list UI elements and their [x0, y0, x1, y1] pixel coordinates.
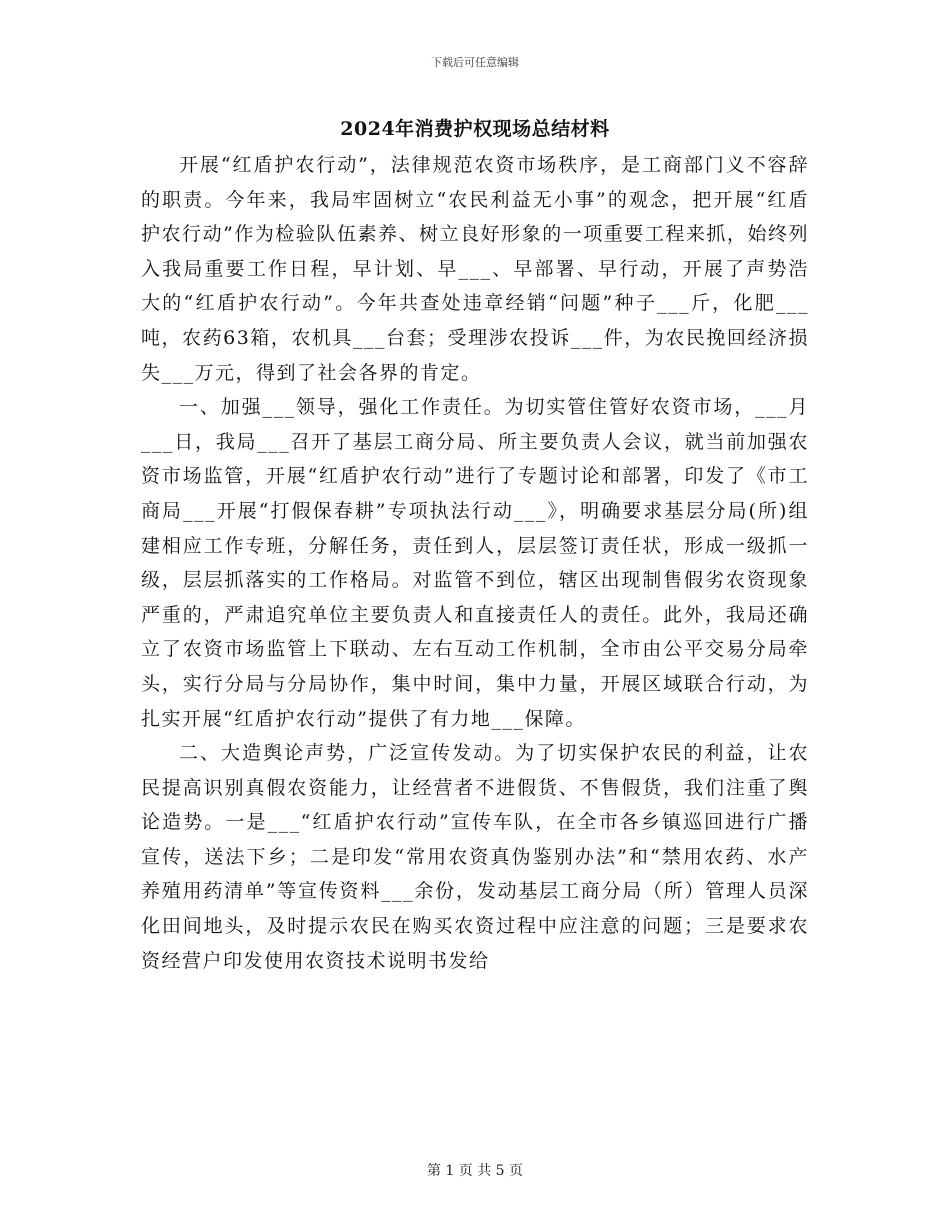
paragraph-section-1: 一、加强___领导，强化工作责任。为切实管住管好农资市场，___月___日，我局___召开了基层工商分局、所主要负责人会议，就当前加强农资市场监管，开展“红盾护农行动”进行了专题讨论和部署，印发了《市工商局___开展“打假保春耕”专项执法行动___》，明确要求基层分局(所)组建相应工作专班，分解任务，责任到人，层层签订责任状，形成一级抓一级，层层抓落实的工作格局。对监管不到位，辖区出现制售假劣农资现象严重的，严肃追究单位主要负责人和直接责任人的责任。此外，我局还确立了农资市场监管上下联动、左右互动工作机制，全市由公平交易分局牵头，实行分局与分局协作，集中时间，集中力量，开展区域联合行动，为扎实开展“红盾护农行动”提供了有力地___保障。	[141, 396, 809, 730]
document-title: 2024年消费护权现场总结材料	[340, 118, 610, 140]
page-footer: 第 1 页 共 5 页	[426, 1163, 524, 1179]
paragraph-intro: 开展“红盾护农行动”，法律规范农资市场秩序，是工商部门义不容辞的职责。今年来，我局牢固树立“农民利益无小事”的观念，把开展“红盾护农行动”作为检验队伍素养、树立良好形象的一项重要工程来抓，始终列入我局重要工作日程，早计划、早___、早部署、早行动，开展了声势浩大的“红盾护农行动”。今年共查处违章经销“问题”种子___斤，化肥___吨，农药63箱，农机具___台套；受理涉农投诉___件，为农民挽回经济损失___万元，得到了社会各界的肯定。	[141, 154, 809, 384]
document-body	[141, 148, 809, 978]
paragraph-section-2: 二、大造舆论声势，广泛宣传发动。为了切实保护农民的利益，让农民提高识别真假农资能力，让经营者不进假货、不售假货，我们注重了舆论造势。一是___“红盾护农行动”宣传车队，在全市各乡镇巡回进行广播宣传，送法下乡；二是印发“常用农资真伪鉴别办法”和“禁用农药、水产养殖用药清单”等宣传资料___余份，发动基层工商分局（所）管理人员深化田间地头，及时提示农民在购买农资过程中应注意的问题；三是要求农资经营户印发使用农资技术说明书发给	[141, 742, 809, 972]
page-header: 下载后可任意编辑	[431, 56, 519, 69]
